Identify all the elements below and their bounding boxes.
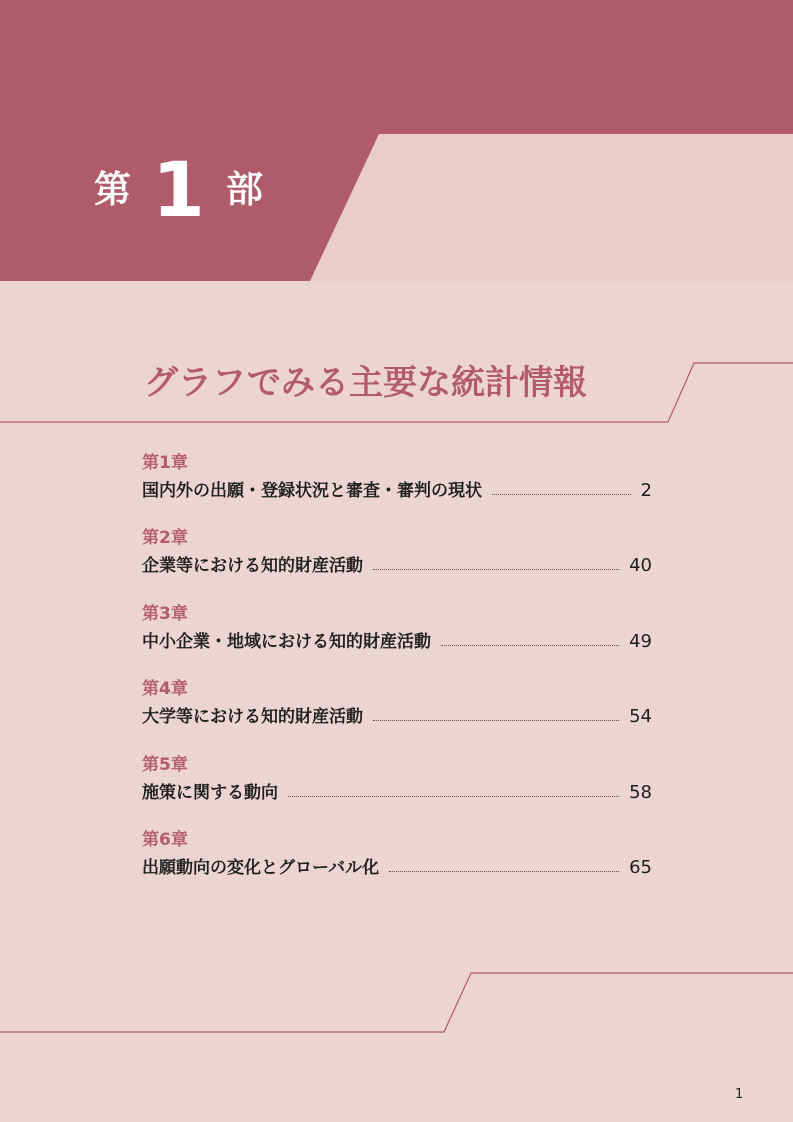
page-title: グラフでみる主要な統計情報 [144, 363, 588, 403]
page-ref: 49 [629, 631, 652, 652]
dot-leader [441, 645, 619, 646]
toc-entry-1[interactable] [142, 452, 652, 504]
chapter-label: 第3章 [142, 604, 188, 624]
dot-leader [389, 871, 619, 872]
page-ref: 54 [629, 706, 652, 727]
toc-entry-6[interactable] [142, 829, 652, 881]
chapter-label: 第2章 [142, 528, 188, 548]
header-light-panel [310, 134, 793, 281]
toc-row [142, 630, 652, 654]
toc-entry-5[interactable] [142, 754, 652, 806]
toc-entry-3[interactable] [142, 603, 652, 655]
page-number: 1 [735, 1087, 744, 1102]
part-suffix: 部 [226, 168, 263, 211]
part-prefix: 第 [94, 168, 131, 211]
bottom-rule [0, 973, 793, 1032]
toc-entry-2[interactable] [142, 527, 652, 579]
page-ref: 58 [629, 782, 652, 803]
toc-row [142, 705, 652, 729]
chapter-label: 第4章 [142, 679, 188, 699]
chapter-title: 大学等における知的財産活動 [142, 707, 363, 727]
toc-row [142, 554, 652, 578]
dot-leader [288, 796, 619, 797]
header-band [0, 0, 793, 134]
chapter-label: 第1章 [142, 453, 188, 473]
toc-row [142, 781, 652, 805]
chapter-title: 施策に関する動向 [142, 783, 278, 803]
chapter-label: 第6章 [142, 830, 188, 850]
part-number: 1 [152, 145, 205, 234]
page-ref: 65 [629, 857, 652, 878]
dot-leader [492, 494, 631, 495]
page-ref: 2 [640, 480, 652, 501]
chapter-title: 出願動向の変化とグローバル化 [142, 858, 380, 878]
dot-leader [373, 720, 619, 721]
chapter-title: 企業等における知的財産活動 [142, 556, 363, 576]
toc-row [142, 479, 652, 503]
page-ref: 40 [629, 555, 652, 576]
toc-row [142, 856, 652, 880]
chapter-label: 第5章 [142, 755, 188, 775]
chapter-title: 中小企業・地域における知的財産活動 [142, 632, 431, 652]
toc-entry-4[interactable] [142, 678, 652, 730]
chapter-title: 国内外の出願・登録状況と審査・審判の現状 [142, 481, 482, 501]
dot-leader [373, 569, 619, 570]
